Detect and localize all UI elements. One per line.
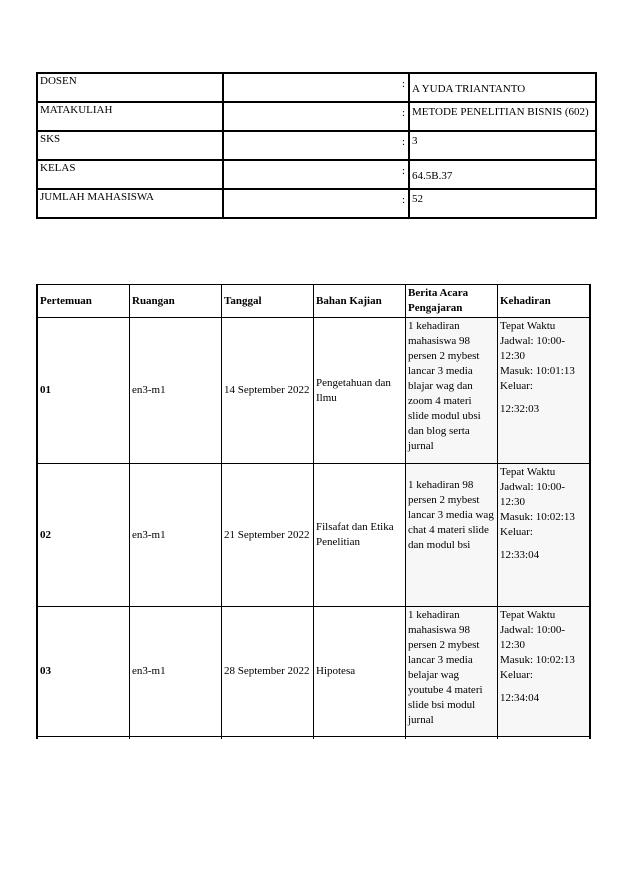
cell-bahan-kajian: Pengetahuan dan Ilmu — [314, 318, 406, 464]
info-value: METODE PENELITIAN BISNIS (602) — [409, 102, 596, 131]
kehadiran-jadwal: Jadwal: 10:00-12:30 — [500, 624, 566, 651]
header-kehadiran: Kehadiran — [498, 285, 591, 318]
table-row — [37, 607, 590, 737]
cell-tanggal: 14 September 2022 — [222, 318, 314, 464]
info-spacer — [223, 102, 409, 131]
info-label: DOSEN — [37, 73, 223, 102]
info-colon: : — [401, 107, 405, 119]
info-spacer — [223, 160, 409, 189]
info-value: 64.5B.37 — [409, 160, 596, 189]
kehadiran-masuk: Masuk: 10:02:13 — [500, 511, 575, 523]
info-colon: : — [401, 78, 405, 90]
kehadiran-keluar: 12:33:04 — [500, 549, 540, 561]
kehadiran-keluar-label: Keluar: — [500, 669, 533, 681]
cell-pertemuan: 01 — [37, 318, 130, 464]
table-row-continuation — [37, 737, 590, 740]
info-label: SKS — [37, 131, 223, 160]
cell-empty — [314, 737, 406, 740]
schedule-header-row — [37, 285, 590, 318]
kehadiran-status: Tepat Waktu — [500, 466, 556, 478]
kehadiran-keluar: 12:32:03 — [500, 403, 540, 415]
kehadiran-keluar: 12:34:04 — [500, 692, 540, 704]
cell-kehadiran — [498, 464, 591, 607]
kehadiran-masuk: Masuk: 10:02:13 — [500, 654, 575, 666]
info-row-matakuliah — [37, 102, 596, 131]
info-row-jumlah-mahasiswa — [37, 189, 596, 218]
cell-ruangan: en3-m1 — [130, 464, 222, 607]
cell-empty — [130, 737, 222, 740]
kehadiran-status: Tepat Waktu — [500, 609, 556, 621]
info-row-dosen — [37, 73, 596, 102]
kehadiran-masuk: Masuk: 10:01:13 — [500, 365, 575, 377]
course-info-table — [36, 72, 597, 219]
cell-tanggal: 21 September 2022 — [222, 464, 314, 607]
info-colon: : — [401, 194, 405, 206]
cell-kehadiran — [498, 318, 591, 464]
header-pertemuan: Pertemuan — [37, 285, 130, 318]
cell-ruangan: en3-m1 — [130, 318, 222, 464]
info-row-kelas — [37, 160, 596, 189]
cell-kehadiran — [498, 607, 591, 737]
cell-ruangan: en3-m1 — [130, 607, 222, 737]
cell-tanggal: 28 September 2022 — [222, 607, 314, 737]
schedule-table — [36, 284, 591, 739]
cell-berita-acara: 1 kehadiran 98 persen 2 mybest lancar 3 media wag chat 4 materi slide dan modul bsi — [406, 464, 498, 607]
info-spacer — [223, 131, 409, 160]
cell-bahan-kajian: Hipotesa — [314, 607, 406, 737]
info-value: 52 — [409, 189, 596, 218]
info-value: A YUDA TRIANTANTO — [409, 73, 596, 102]
info-spacer — [223, 73, 409, 102]
header-tanggal: Tanggal — [222, 285, 314, 318]
info-colon: : — [401, 165, 405, 177]
info-spacer — [223, 189, 409, 218]
cell-empty — [498, 737, 591, 740]
kehadiran-status: Tepat Waktu — [500, 320, 556, 332]
cell-berita-acara: 1 kehadiran mahasiswa 98 persen 2 mybest lancar 3 media blajar wag dan zoom 4 materi slide modul ubsi dan blog serta jurnal — [406, 318, 498, 464]
info-value: 3 — [409, 131, 596, 160]
info-label: JUMLAH MAHASISWA — [37, 189, 223, 218]
cell-bahan-kajian: Filsafat dan Etika Penelitian — [314, 464, 406, 607]
info-label: KELAS — [37, 160, 223, 189]
kehadiran-jadwal: Jadwal: 10:00-12:30 — [500, 481, 566, 508]
header-berita-acara: Berita Acara Pengajaran — [406, 285, 498, 318]
info-row-sks — [37, 131, 596, 160]
kehadiran-jadwal: Jadwal: 10:00-12:30 — [500, 335, 566, 362]
cell-pertemuan: 03 — [37, 607, 130, 737]
header-bahan-kajian: Bahan Kajian — [314, 285, 406, 318]
kehadiran-keluar-label: Keluar: — [500, 380, 533, 392]
cell-empty — [222, 737, 314, 740]
cell-pertemuan: 02 — [37, 464, 130, 607]
header-ruangan: Ruangan — [130, 285, 222, 318]
info-label: MATAKULIAH — [37, 102, 223, 131]
table-row — [37, 318, 590, 464]
info-colon: : — [401, 136, 405, 148]
cell-berita-acara: 1 kehadiran mahasiswa 98 persen 2 mybest lancar 3 media belajar wag youtube 4 materi slide bsi modul jurnal — [406, 607, 498, 737]
cell-empty — [37, 737, 130, 740]
cell-empty — [406, 737, 498, 740]
table-row — [37, 464, 590, 607]
kehadiran-keluar-label: Keluar: — [500, 526, 533, 538]
